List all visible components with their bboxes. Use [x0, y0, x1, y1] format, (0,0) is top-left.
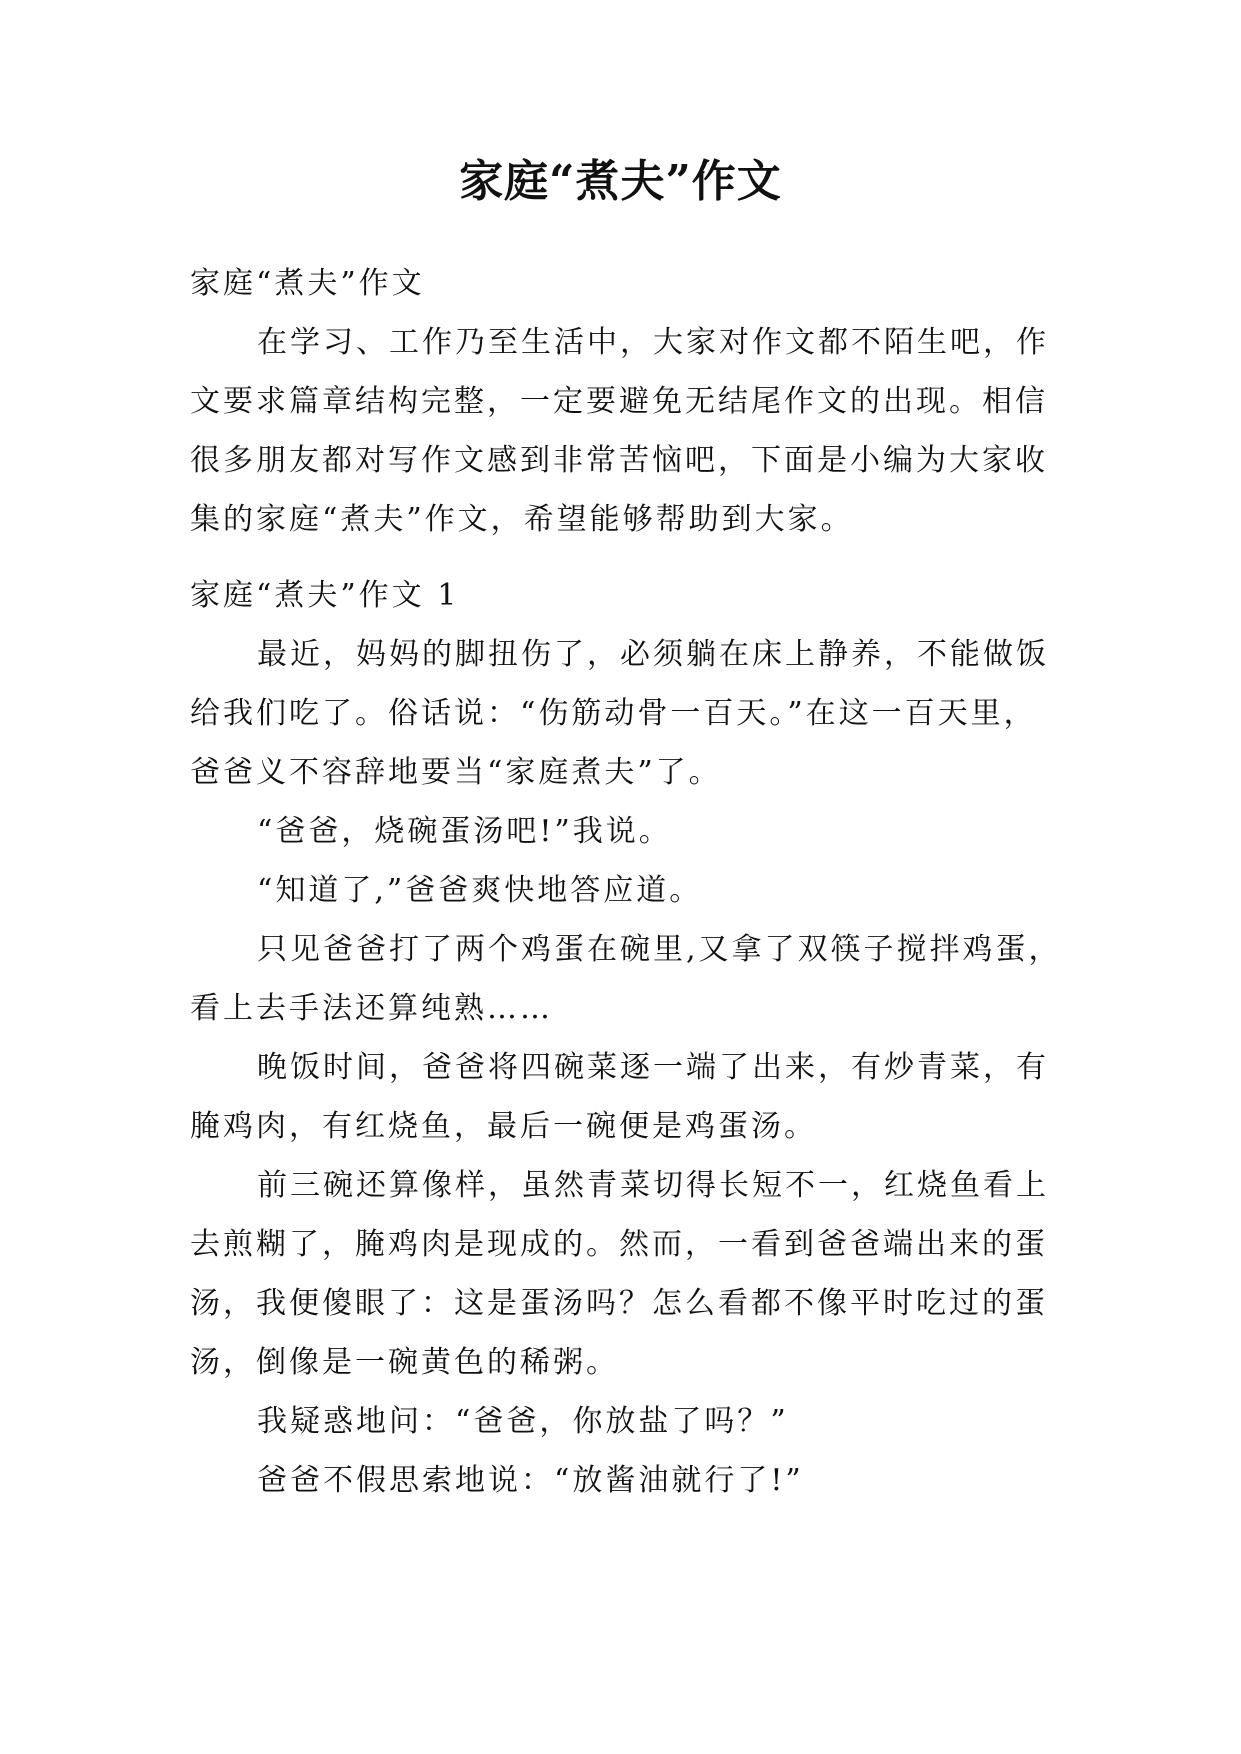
essay-1-section: [190, 566, 1060, 1510]
paragraph-line: 爸爸不假思索地说：“放酱油就行了!”: [257, 1463, 804, 1498]
paragraph-line: 看上去手法还算纯熟……: [190, 991, 553, 1026]
paragraph-line: 前三碗还算像样，虽然青菜切得长短不一，红烧鱼看上: [257, 1168, 1049, 1203]
intro-line: 很多朋友都对写作文感到非常苦恼吧，下面是小编为大家收: [190, 443, 1048, 478]
paragraph-line: “知道了,”爸爸爽快地答应道。: [257, 873, 703, 908]
paragraph-line: 腌鸡肉，有红烧鱼，最后一碗便是鸡蛋汤。: [190, 1109, 817, 1144]
intro-line: 在学习、工作乃至生活中，大家对作文都不陌生吧，作: [257, 325, 1049, 360]
paragraph-line: 爸爸义不容辞地要当“家庭煮夫”了。: [190, 755, 722, 790]
document-title: 家庭“煮夫”作文: [459, 156, 782, 207]
paragraph-line: 汤，倒像是一碗黄色的稀粥。: [190, 1345, 619, 1380]
paragraph-line: 给我们吃了。俗话说：“伤筋动骨一百天。”在这一百天里，: [190, 696, 1037, 731]
paragraph-line: 我疑惑地问：“爸爸，你放盐了吗？”: [257, 1404, 789, 1439]
essay-1-heading: 家庭“煮夫”作文 1: [190, 578, 460, 613]
intro-line: 文要求篇章结构完整，一定要避免无结尾作文的出现。相信: [190, 384, 1048, 419]
paragraph-line: “爸爸，烧碗蛋汤吧!”我说。: [257, 814, 672, 849]
intro-section: [190, 254, 1060, 549]
intro-heading: 家庭“煮夫”作文: [190, 266, 425, 301]
paragraph-line: 汤，我便傻眼了：这是蛋汤吗？怎么看都不像平时吃过的蛋: [190, 1286, 1048, 1321]
paragraph-line: 晚饭时间，爸爸将四碗菜逐一端了出来，有炒青菜，有: [257, 1050, 1049, 1085]
intro-line: 集的家庭“煮夫”作文，希望能够帮助到大家。: [190, 502, 854, 537]
paragraph-line: 去煎糊了，腌鸡肉是现成的。然而，一看到爸爸端出来的蛋: [190, 1227, 1048, 1262]
paragraph-line: 最近，妈妈的脚扭伤了，必须躺在床上静养，不能做饭: [257, 637, 1049, 672]
paragraph-line: 只见爸爸打了两个鸡蛋在碗里,又拿了双筷子搅拌鸡蛋，: [257, 932, 1062, 967]
